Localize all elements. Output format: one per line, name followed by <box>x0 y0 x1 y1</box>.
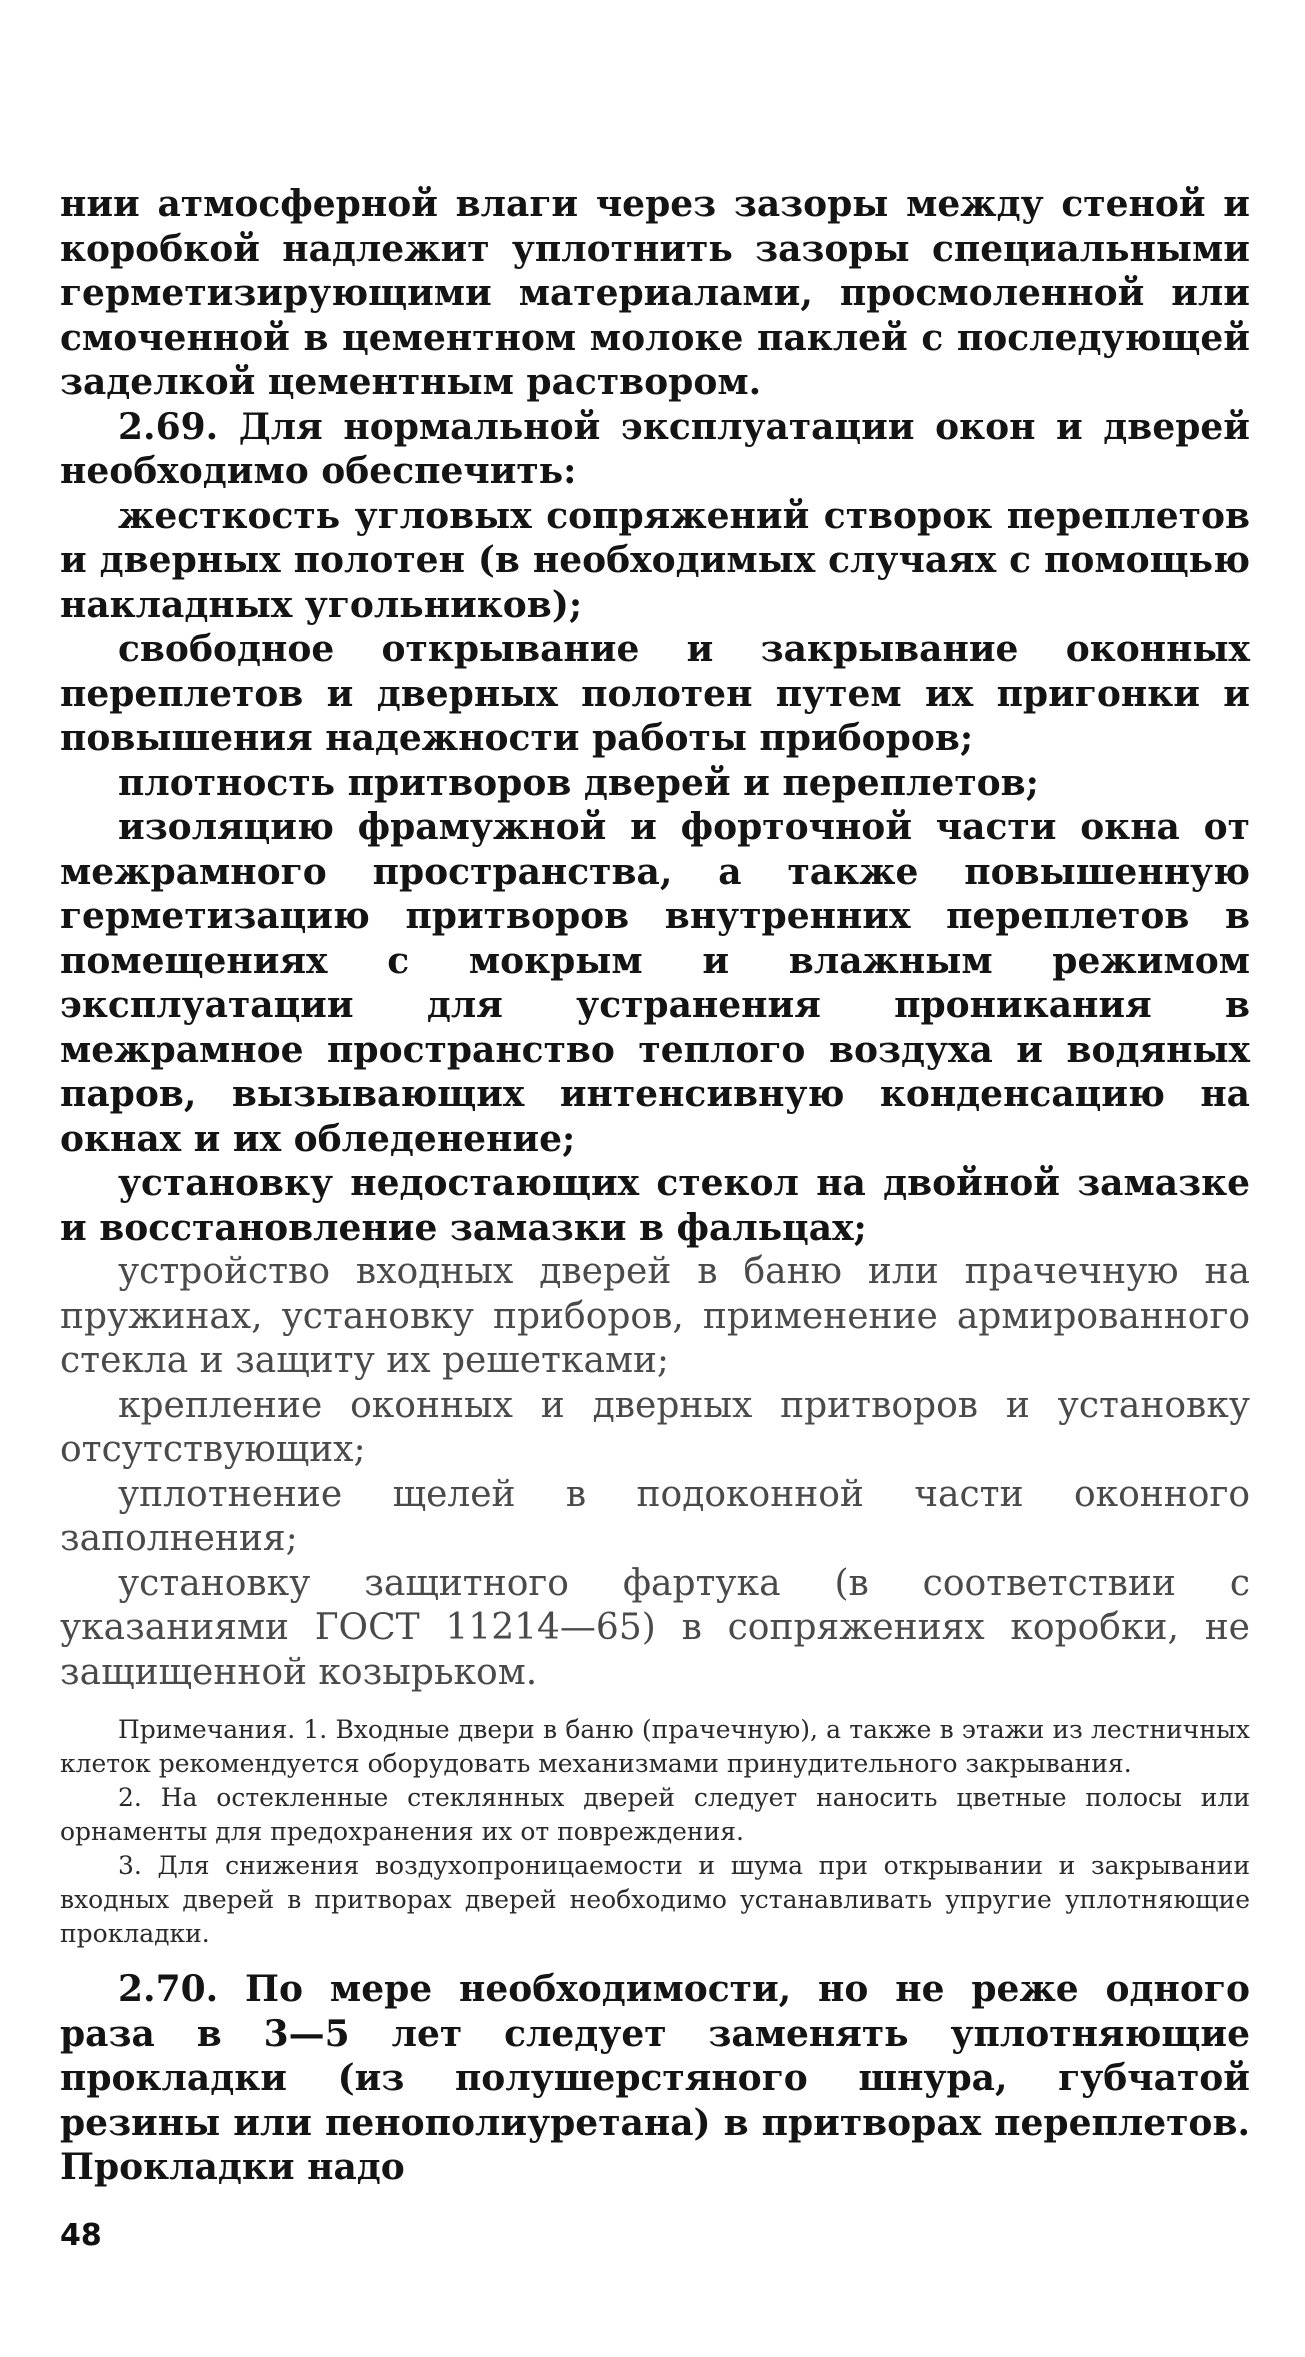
list-item-insulation: изоляцию фрамужной и форточной части окна от межрамного пространства, а также повышенную герметизацию притворов внутренних переплетов в помещениях с мокрым и влажным режимом эксплуатации для устранения проникания в межрамное пространство теплого воздуха и водяных паров, вызывающих интенсивную конденсацию на окнах и их обледенение; <box>60 806 1250 1160</box>
paragraph-continuation: нии атмосферной влаги через зазоры между стеной и коробкой надлежит уплотнить зазоры специальными герметизирующими материалами, просмоленной или смоченной в цементном молоке паклей с последующей заделкой цементным раствором. <box>60 183 1250 403</box>
list-item-apron: установку защитного фартука (в соответствии с указаниями ГОСТ 11214—65) в сопряжениях коробки, не защищенной козырьком. <box>60 1562 1250 1693</box>
note-3: 3. Для снижения воздухопроницаемости и шума при открывании и закрывании входных дверей в притворах дверей необходимо устанавливать упругие уплотняющие прокладки. <box>60 1851 1250 1948</box>
paragraph-2-70: 2.70. По мере необходимости, но не реже одного раза в 3—5 лет следует заменять уплотняющие прокладки (из полушерстяного шнура, губчатой резины или пенополиуретана) в притворах переплетов. Прокладки надо <box>60 1968 1250 2188</box>
page-body <box>60 182 1250 2190</box>
note-1: Примечания. 1. Входные двери в баню (прачечную), а также в этажи из лестничных клеток рекомендуется оборудовать механизмами принудительного закрывания. <box>60 1715 1250 1778</box>
page-number: 48 <box>60 2218 102 2253</box>
list-item-sealing: уплотнение щелей в подоконной части оконного заполнения; <box>60 1473 1250 1559</box>
list-item-tightness: плотность притворов дверей и переплетов; <box>118 761 1039 804</box>
list-item-rigidity: жесткость угловых сопряжений створок переплетов и дверных полотен (в необходимых случаях с помощью накладных угольников); <box>60 494 1250 626</box>
list-item-fastening: крепление оконных и дверных притворов и установку отсутствующих; <box>60 1384 1250 1470</box>
list-item-entrance-doors: устройство входных дверей в баню или прачечную на пружинах, установку приборов, применение армированного стекла и защиту их решетками; <box>60 1251 1250 1381</box>
list-item-glass: установку недостающих стекол на двойной замазке и восстановление замазки в фальцах; <box>60 1162 1250 1249</box>
notes-block <box>60 1713 1250 1951</box>
note-2: 2. На остекленные стеклянных дверей следует наносить цветные полосы или орнаменты для предохранения их от повреждения. <box>60 1783 1250 1846</box>
paragraph-2-69: 2.69. Для нормальной эксплуатации окон и дверей необходимо обеспечить: <box>60 405 1250 492</box>
list-item-free-opening: свободное открывание и закрывание оконных переплетов и дверных полотен путем их пригонки и повышения надежности работы приборов; <box>60 628 1250 759</box>
